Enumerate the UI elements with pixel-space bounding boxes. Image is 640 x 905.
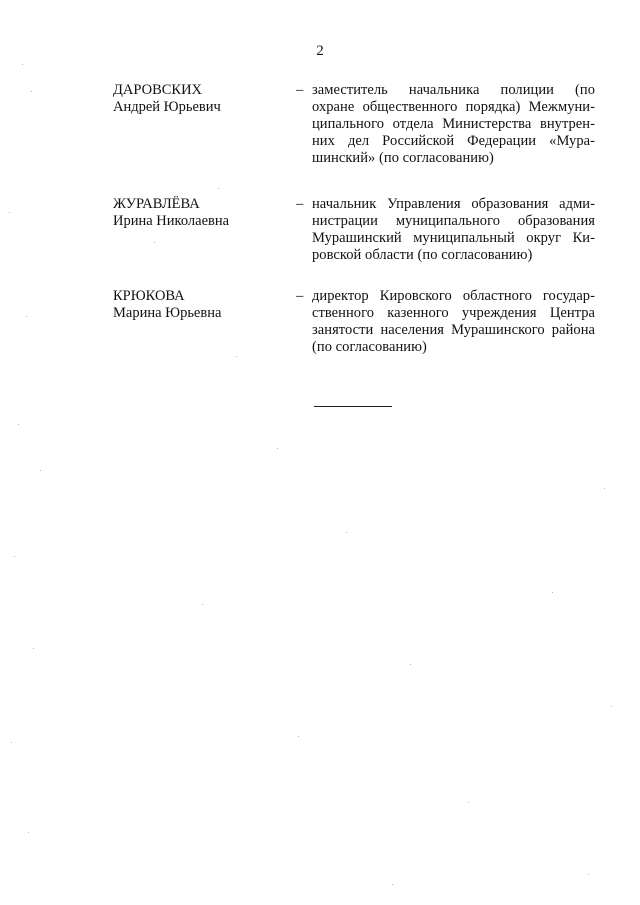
scan-speck <box>604 488 605 489</box>
description-line: ственного казенного учреждения Центра <box>312 305 595 321</box>
scan-speck <box>468 802 469 803</box>
member-name <box>113 196 293 230</box>
scan-speck <box>31 91 32 92</box>
scan-speck <box>346 532 347 533</box>
entry-dash: – <box>296 288 304 304</box>
entry-dash: – <box>296 196 304 212</box>
member-name <box>113 288 293 322</box>
member-surname: ДАРОВСКИХ <box>113 82 203 98</box>
scan-speck <box>218 188 219 189</box>
description-line: заместитель начальника полиции (по <box>312 82 595 98</box>
end-separator-line <box>314 406 392 407</box>
entry-dash: – <box>296 82 304 98</box>
description-line: начальник Управления образования адми- <box>312 196 595 212</box>
scan-speck <box>22 64 23 65</box>
scan-speck <box>392 884 393 885</box>
commission-member-entry <box>113 82 598 166</box>
commission-member-entry <box>113 196 598 276</box>
description-line: ципального отдела Министерства внутрен- <box>312 116 595 132</box>
scan-speck <box>202 604 203 605</box>
description-line: ровской области (по согласованию) <box>312 247 533 263</box>
scan-speck <box>40 470 41 471</box>
description-line: занятости населения Мурашинского района <box>312 322 595 338</box>
scan-speck <box>33 648 34 649</box>
member-surname: ЖУРАВЛЁВА <box>113 196 200 212</box>
description-line: шинский» (по согласованию) <box>312 150 494 166</box>
scan-speck <box>11 742 12 743</box>
scan-speck <box>26 316 27 317</box>
member-position-description <box>312 196 595 264</box>
member-name <box>113 82 293 116</box>
scan-speck <box>18 424 19 425</box>
description-line: них дел Российской Федерации «Мура- <box>312 133 595 149</box>
scan-speck <box>28 832 29 833</box>
scan-speck <box>236 356 237 357</box>
description-line: (по согласованию) <box>312 339 427 355</box>
description-line: директор Кировского областного государ- <box>312 288 595 304</box>
member-given-names: Марина Юрьевна <box>113 305 222 321</box>
scan-speck <box>9 212 10 213</box>
page-number: 2 <box>316 43 324 59</box>
scan-speck <box>277 448 278 449</box>
description-line: охране общественного порядка) Межмуни- <box>312 99 595 115</box>
member-position-description <box>312 82 595 167</box>
scan-speck <box>611 706 612 707</box>
member-position-description <box>312 288 595 356</box>
description-line: Мурашинский муниципальный округ Ки- <box>312 230 595 246</box>
scan-speck <box>410 664 411 665</box>
member-given-names: Ирина Николаевна <box>113 213 230 229</box>
scan-speck <box>298 736 299 737</box>
member-surname: КРЮКОВА <box>113 288 185 304</box>
description-line: нистрации муниципального образования <box>312 213 595 229</box>
scan-speck <box>154 242 155 243</box>
scan-speck <box>552 592 553 593</box>
member-given-names: Андрей Юрьевич <box>113 99 221 115</box>
scan-speck <box>588 874 589 875</box>
commission-member-entry <box>113 288 598 368</box>
scan-speck <box>14 556 15 557</box>
